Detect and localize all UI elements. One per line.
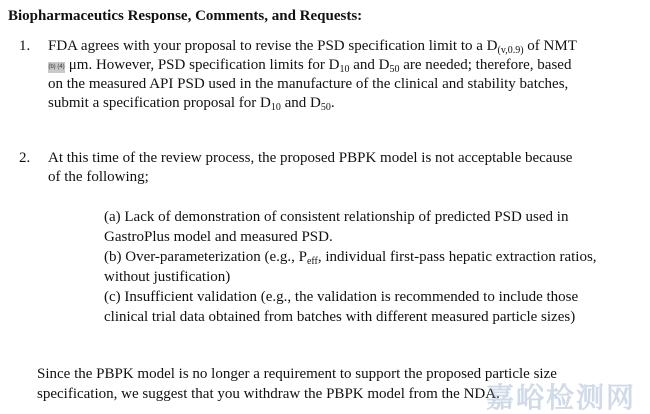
item-1-number: 1. bbox=[19, 38, 31, 54]
watermark: 嘉峪检测网 bbox=[485, 381, 636, 414]
closing-line-2: specification, we suggest that you withdraw the PBPK model from the NDA. bbox=[37, 386, 500, 402]
item-1-line-1: FDA agrees with your proposal to revise the PSD specification limit to a $D_{(v,0.9)}$ of NMT bbox=[48, 38, 577, 56]
item-1-line-3: on the measured API PSD used in the manufacture of the clinical and stability batches, bbox=[48, 76, 569, 92]
closing-line-1: Since the PBPK model is no longer a requirement to support the proposed particle size bbox=[37, 366, 557, 382]
sub-item-a-line-1: (a) Lack of demonstration of consistent relationship of predicted PSD used in bbox=[104, 209, 569, 225]
sub-item-c-line-2: clinical trial data obtained from batches with different measured particle sizes) bbox=[104, 309, 576, 325]
item-2-line-1: At this time of the review process, the proposed PBPK model is not acceptable because bbox=[48, 150, 573, 166]
sub-item-c-line-1: (c) Insufficient validation (e.g., the validation is recommended to include those bbox=[104, 289, 579, 305]
item-2-line-2: of the following; bbox=[48, 169, 149, 185]
item-1-line-4: submit a specification proposal for $D_{10}$ and $D_{50}$. bbox=[48, 95, 335, 113]
sub-item-b-line-1: (b) Over-parameterization (e.g., $P_{eff}$, individual first-pass hepatic extraction ratios, bbox=[104, 249, 597, 267]
redaction-box: (b) (4) bbox=[48, 62, 65, 73]
item-1-line-2: (b) (4) μm. However, PSD specification limits for $D_{10}$ and $D_{50}$ are needed; therefore, based bbox=[48, 57, 572, 75]
page-heading: Biopharmaceutics Response, Comments, and Requests: bbox=[8, 8, 363, 24]
item-2-number: 2. bbox=[19, 150, 31, 166]
sub-item-a-line-2: GastroPlus model and measured PSD. bbox=[104, 229, 333, 245]
sub-item-b-line-2: without justification) bbox=[104, 269, 231, 285]
